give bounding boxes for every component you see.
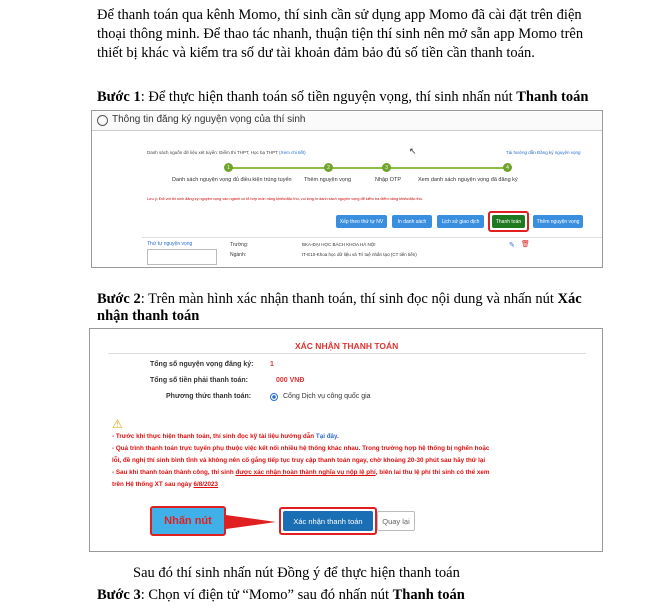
screenshot-title: Thông tin đăng ký nguyện vọng của thí sinh: [112, 114, 306, 125]
source-text: Danh sách nguồn dữ liệu xét tuyển: Điểm thi THPT, Học bạ THPT (Xem chi tiết): [147, 150, 306, 155]
warning-icon: ⚠: [112, 417, 123, 431]
step-label-1: Danh sách nguyện vọng đủ điều kiện trúng tuyển: [172, 177, 292, 183]
edit-icon: [97, 115, 108, 126]
row-separator: [142, 237, 602, 238]
step1-label: Bước 1: [97, 89, 141, 105]
warning-2b: lỗi, đề nghị thí sinh bình tĩnh và không nên cố gắng tiếp tục truy cập thanh toán ngay, chờ khoảng 20-30 phút sau hãy thử lại: [112, 457, 486, 464]
step3-label: Bước 3: [97, 587, 141, 603]
step1-heading: [97, 88, 617, 107]
step3-text: : Chọn ví điện tử “Momo” sau đó nhấn nút: [140, 587, 393, 603]
history-button[interactable]: Lịch sử giao dịch: [437, 215, 484, 228]
order-input[interactable]: [147, 249, 217, 265]
pay-button[interactable]: Thanh toán: [492, 215, 525, 228]
warning-3b: trên Hệ thống XT sau ngày 6/8/2023: [112, 481, 219, 488]
school-value: BKA-ĐẠI HỌC BÁCH KHOA HÀ NỘI: [302, 242, 376, 247]
step-dot-2: 2: [324, 163, 333, 172]
step2-label: Bước 2: [97, 291, 141, 307]
count-value: 1: [270, 361, 274, 368]
confirm-title-underline: [108, 353, 586, 354]
guide-here-link[interactable]: Tại đây: [315, 433, 338, 440]
step2-heading-line2: nhận thanh toán: [97, 308, 200, 324]
warning-2a: - Quá trình thanh toán trực tuyến phụ thuộc việc kết nối nhiều hệ thống khác nhau. Trong trường hợp hệ thống bị nghẽn hoặc: [112, 445, 490, 452]
step2-text: : Trên màn hình xác nhận thanh toán, thí sinh đọc nội dung và nhấn nút: [140, 291, 558, 307]
step-dot-4: 4: [503, 163, 512, 172]
confirm-payment-screenshot: [89, 328, 603, 552]
sort-button[interactable]: Xếp theo thứ tự NV: [336, 215, 387, 228]
warning-1: - Trước khi thực hiện thanh toán, thí sinh đọc kỹ tài liệu hướng dẫn Tại đây.: [112, 433, 339, 440]
step3-heading: [97, 586, 617, 605]
major-label: Ngành:: [230, 252, 247, 258]
step1-bold-end: Thanh toán: [516, 89, 589, 105]
warning-3a: - Sau khi thanh toán thành công, thí sinh được xác nhận hoàn thành nghĩa vụ nộp lệ phí, biên lai thu lệ phí thí sinh có thể xem: [112, 469, 490, 476]
add-wish-button[interactable]: Thêm nguyện vọng: [533, 215, 583, 228]
callout-box: Nhấn nút: [150, 506, 226, 536]
amount-value: 000 VNĐ: [276, 377, 305, 384]
step-label-4: Xem danh sách nguyện vọng đã đăng ký: [418, 177, 518, 183]
intro-line-1: Để thanh toán qua kênh Momo, thí sinh cần sử dụng app Momo đã cài đặt trên điện: [97, 7, 582, 23]
step-dot-1: 1: [224, 163, 233, 172]
major-value: IT-E10-Khoa học dữ liệu và Trí tuệ nhân tạo (CT tiên tiến): [302, 252, 417, 257]
amount-label: Tổng số tiền phải thanh toán:: [150, 377, 248, 384]
intro-line-2: thoại thông minh. Để thao tác nhanh, thuận tiện thí sinh nên mở sẵn app Momo trên: [97, 26, 584, 42]
progress-line: [229, 167, 509, 169]
count-label: Tổng số nguyện vọng đăng ký:: [150, 361, 254, 368]
guide-link[interactable]: Tài hướng dẫn Đăng ký nguyện vọng: [506, 150, 581, 155]
callout-arrow: [226, 515, 276, 529]
confirm-title: XÁC NHẬN THANH TOÁN: [295, 341, 399, 351]
source-link[interactable]: (Xem chi tiết): [279, 150, 306, 155]
back-button[interactable]: Quay lại: [377, 511, 415, 531]
step1-text: : Để thực hiện thanh toán số tiền nguyện vọng, thí sinh nhấn nút: [140, 89, 517, 105]
method-value: Cổng Dịch vụ công quốc gia: [283, 393, 371, 400]
note-text: Lưu ý: Đối với thí sinh đăng ký nguyện vọng vào ngành có tổ hợp môn năng khiếu/đặc thù, vui lòng In danh sách nguyện vọng để kiểm tra điểm năng khiếu/đặc thù.: [147, 197, 423, 201]
step-dot-3: 3: [382, 163, 391, 172]
print-button[interactable]: In danh sách: [392, 215, 432, 228]
method-radio[interactable]: [270, 393, 278, 401]
pencil-icon[interactable]: ✎: [509, 242, 515, 249]
method-label: Phương thức thanh toán:: [166, 393, 252, 400]
step3-bold-end: Thanh toán: [392, 587, 465, 603]
step-label-2: Thêm nguyện vọng: [304, 177, 352, 183]
order-label: Thứ tự nguyện vọng: [147, 241, 193, 247]
confirm-payment-button[interactable]: Xác nhận thanh toán: [283, 511, 373, 531]
school-label: Trường:: [230, 242, 249, 248]
step2-bold-end: Xác: [557, 291, 582, 307]
trash-icon[interactable]: 🗑: [521, 241, 530, 248]
registration-screenshot: [91, 110, 603, 268]
after-text: Sau đó thí sinh nhấn nút Đồng ý để thực hiện thanh toán: [133, 565, 460, 581]
cursor-icon: ↖: [409, 146, 417, 156]
step-label-3: Nhập OTP: [375, 177, 401, 183]
intro-line-3: thiết bị khác và kiểm tra số dư tài khoản đảm bảo đủ số tiền cần thanh toán.: [97, 45, 535, 61]
